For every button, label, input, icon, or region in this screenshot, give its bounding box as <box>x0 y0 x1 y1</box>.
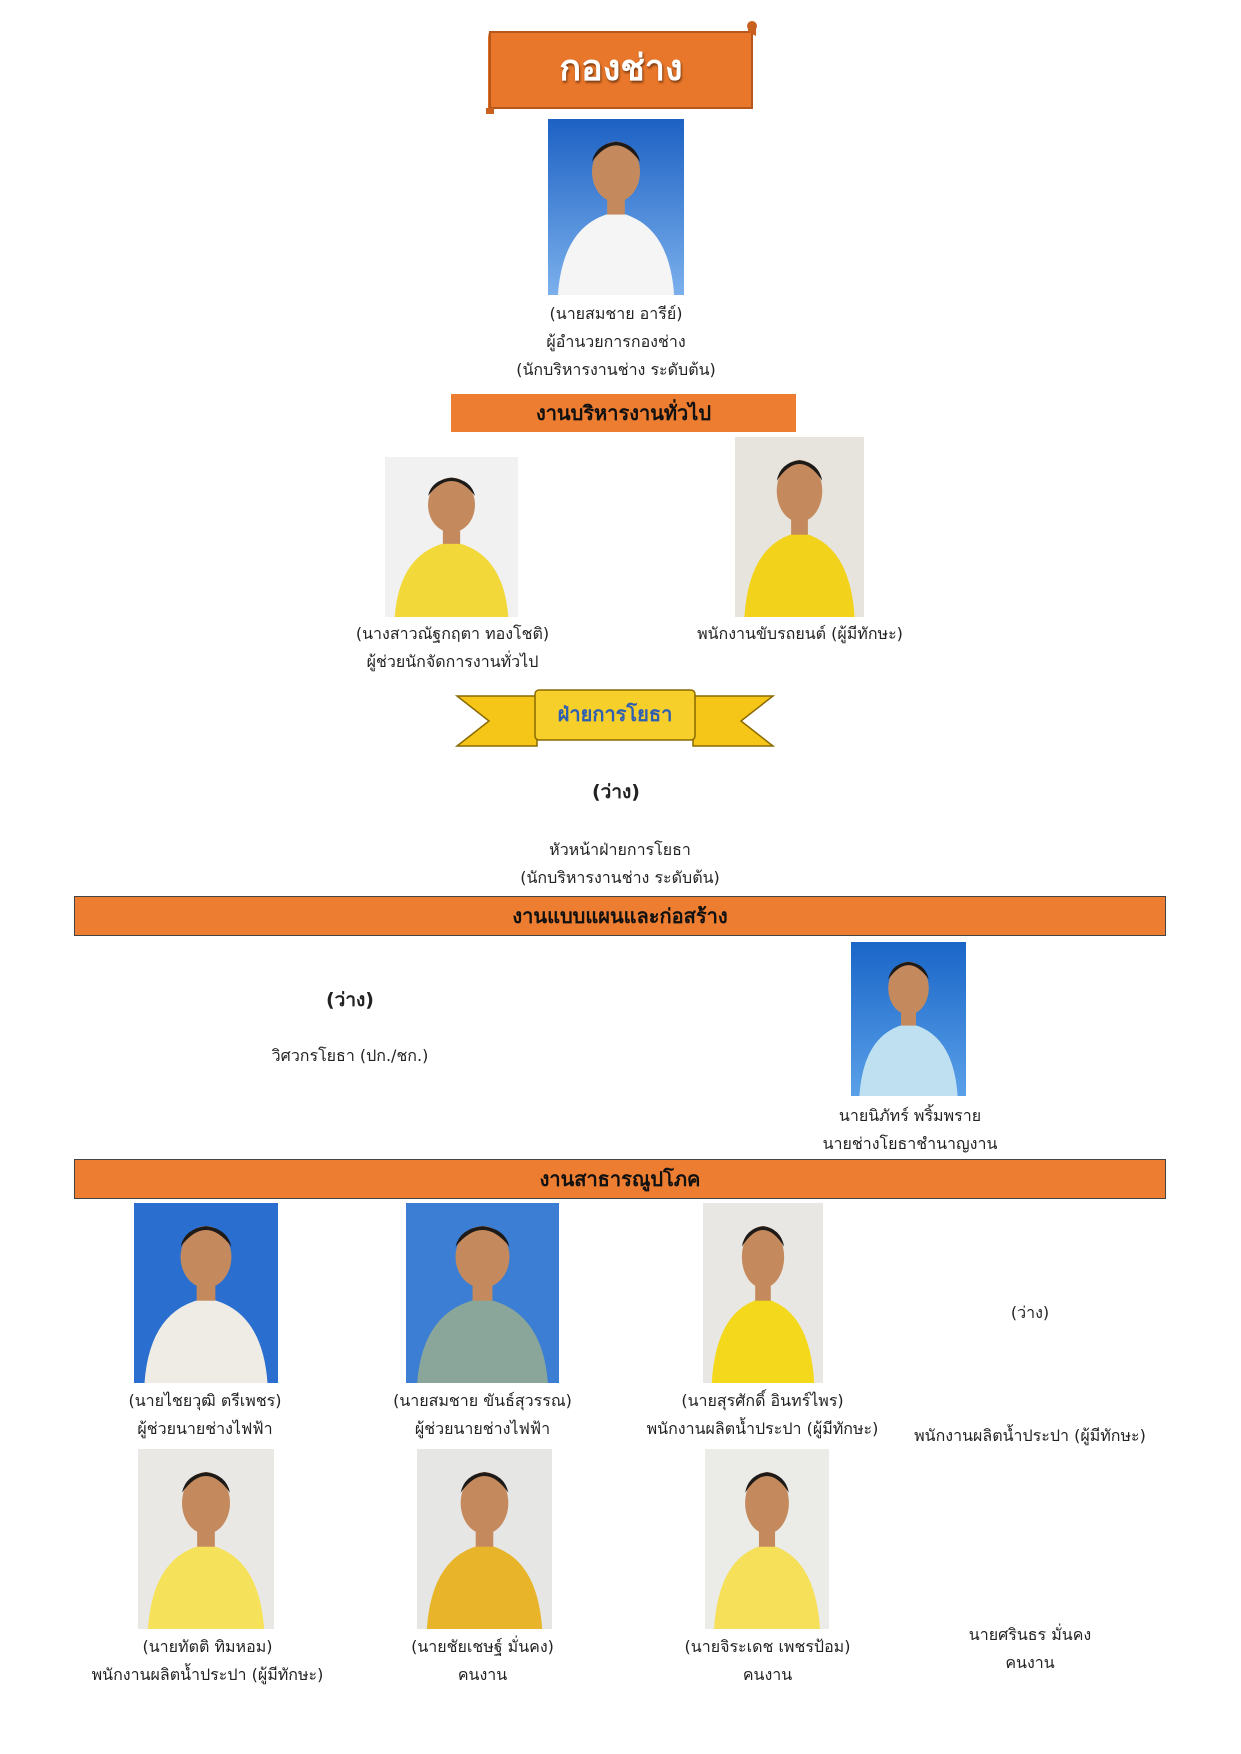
staff-position: คนงาน <box>742 1665 793 1684</box>
staff-name: (นายทัตติ ทิมหอม) <box>142 1637 273 1656</box>
staff-name: (นายสมชาย ขันธ์สุวรรณ) <box>393 1391 572 1410</box>
design-construction-heading: งานแบบแผนและก่อสร้าง <box>74 896 1166 936</box>
staff-name: (นายสุรศักดิ์ อินทร์ไพร) <box>681 1391 844 1410</box>
public-works-ribbon <box>455 688 775 762</box>
staff-position: พนักงานขับรถยนต์ (ผู้มีทักษะ) <box>697 624 903 643</box>
person-silhouette <box>138 1449 274 1629</box>
staff-photo <box>385 457 518 617</box>
director-position: ผู้อำนวยการกองช่าง <box>546 332 686 351</box>
person-silhouette <box>735 437 864 617</box>
staff-position: พนักงานผลิตน้ำประปา (ผู้มีทักษะ) <box>646 1419 879 1438</box>
title-banner <box>480 18 760 114</box>
vacant-label: (ว่าง) <box>326 989 374 1011</box>
utilities-heading: งานสาธารณูปโภค <box>74 1159 1166 1199</box>
staff-photo <box>851 942 966 1096</box>
staff-position: นายช่างโยธาชำนาญงาน <box>822 1134 998 1153</box>
person-silhouette <box>851 942 966 1096</box>
staff-name: (นายชัยเชษฐ์ มั่นคง) <box>411 1637 554 1656</box>
staff-position: คนงาน <box>457 1665 508 1684</box>
staff-photo <box>417 1449 552 1629</box>
staff-name: (นางสาวณัฐกฤตา ทองโชติ) <box>355 624 550 643</box>
person-silhouette <box>705 1449 829 1629</box>
staff-photo <box>703 1203 823 1383</box>
director-name: (นายสมชาย อารีย์) <box>549 304 683 323</box>
staff-photo <box>406 1203 559 1383</box>
person-silhouette <box>417 1449 552 1629</box>
vacant-position: วิศวกรโยธา (ปก./ชก.) <box>271 1046 429 1065</box>
staff-photo <box>134 1203 278 1383</box>
staff-name: นายศรินธร มั่นคง <box>968 1625 1092 1644</box>
person-silhouette <box>406 1203 559 1383</box>
staff-position: พนักงานผลิตน้ำประปา (ผู้มีทักษะ) <box>91 1665 324 1684</box>
director-level: (นักบริหารงานช่าง ระดับต้น) <box>516 360 716 379</box>
general-admin-heading: งานบริหารงานทั่วไป <box>451 394 796 432</box>
staff-position: ผู้ช่วยนายช่างไฟฟ้า <box>414 1419 551 1438</box>
staff-name: นายนิภัทร์ พริ้มพราย <box>838 1106 982 1125</box>
banner-title: กองช่าง <box>559 48 683 89</box>
staff-photo <box>705 1449 829 1629</box>
staff-name: (นายจิระเดช เพชรป้อม) <box>684 1637 851 1656</box>
staff-name: (นายไชยวุฒิ ตรีเพชร) <box>128 1391 282 1410</box>
vacant-label: (ว่าง) <box>1010 1303 1050 1322</box>
staff-position: พนักงานผลิตน้ำประปา (ผู้มีทักษะ) <box>914 1426 1146 1445</box>
section-head-level: (นักบริหารงานช่าง ระดับต้น) <box>520 868 720 887</box>
person-silhouette <box>703 1203 823 1383</box>
staff-position: คนงาน <box>1005 1653 1055 1672</box>
person-silhouette <box>385 457 518 617</box>
vacant-label: (ว่าง) <box>592 781 640 803</box>
staff-photo <box>735 437 864 617</box>
person-silhouette <box>548 119 684 295</box>
person-silhouette <box>134 1203 278 1383</box>
ribbon-label: ฝ่ายการโยธา <box>557 702 673 726</box>
director-photo <box>548 119 684 295</box>
section-head-position: หัวหน้าฝ่ายการโยธา <box>549 840 691 859</box>
staff-position: ผู้ช่วยนักจัดการงานทั่วไป <box>366 652 539 671</box>
staff-photo <box>138 1449 274 1629</box>
staff-position: ผู้ช่วยนายช่างไฟฟ้า <box>137 1419 273 1438</box>
